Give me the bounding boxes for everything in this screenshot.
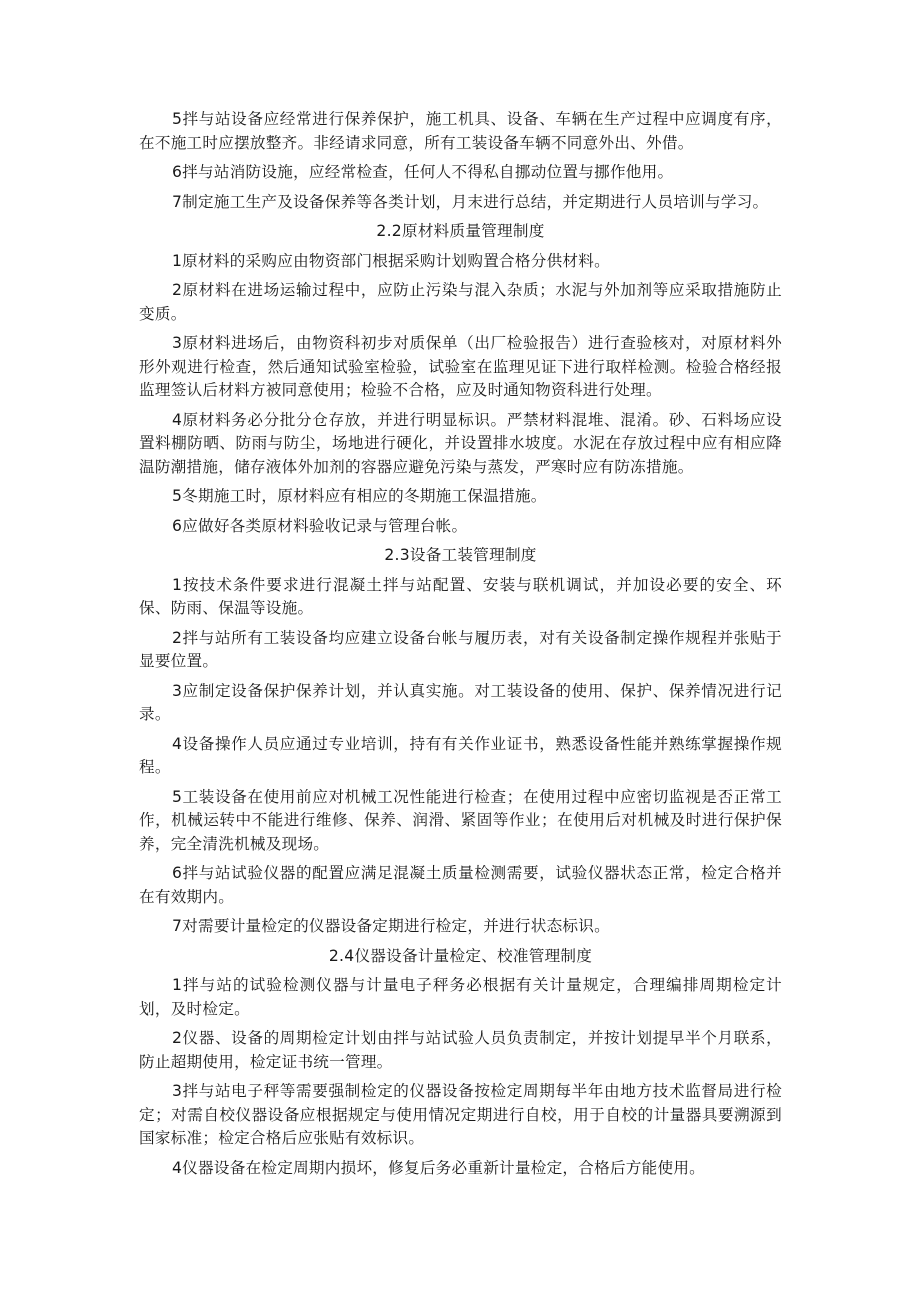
- document-page: [139, 108, 782, 1186]
- paragraph: 3拌与站电子秤等需要强制检定的仪器设备按检定周期每半年由地方技术监督局进行检定；对需自校仪器设备应根据规定与使用情况定期进行自校，用于自校的计量器具要溯源到国家标准；检定合格后应张贴有效标识。: [139, 1082, 782, 1147]
- paragraph: 1原材料的采购应由物资部门根据采购计划购置合格分供材料。: [172, 251, 610, 270]
- paragraph: 3应制定设备保护保养计划，并认真实施。对工装设备的使用、保护、保养情况进行记录。: [139, 681, 782, 723]
- section-heading: 2.2原材料质量管理制度: [376, 222, 545, 240]
- paragraph: 2拌与站所有工装设备均应建立设备台帐与履历表，对有关设备制定操作规程并张贴于显要位置。: [139, 628, 782, 670]
- section-heading: 2.4仪器设备计量检定、校准管理制度: [328, 946, 593, 965]
- paragraph: 5拌与站设备应经常进行保养保护，施工机具、设备、车辆在生产过程中应调度有序，在不施工时应摆放整齐。非经请求同意，所有工装设备车辆不同意外出、外借。: [139, 110, 782, 152]
- paragraph: 2原材料在进场运输过程中，应防止污染与混入杂质；水泥与外加剂等应采取措施防止变质。: [139, 281, 782, 323]
- paragraph: 4原材料务必分批分仓存放，并进行明显标识。严禁材料混堆、混淆。砂、石料场应设置料棚防晒、防雨与防尘，场地进行硬化，并设置排水坡度。水泥在存放过程中应有相应降温防潮措施，储存液体外加剂的容器应避免污染与蒸发，严寒时应有防冻措施。: [139, 410, 782, 476]
- paragraph: 6拌与站试验仪器的配置应满足混凝土质量检测需要，试验仪器状态正常，检定合格并在有效期内。: [139, 864, 782, 906]
- paragraph: 6应做好各类原材料验收记录与管理台帐。: [172, 516, 468, 535]
- paragraph: 2仪器、设备的周期检定计划由拌与站试验人员负责制定，并按计划提早半个月联系，防止超期使用，检定证书统一管理。: [139, 1029, 782, 1071]
- paragraph: 4仪器设备在检定周期内损坏，修复后务必重新计量检定，合格后方能使用。: [172, 1158, 706, 1177]
- section-heading: 2.3设备工装管理制度: [384, 546, 537, 564]
- paragraph: 6拌与站消防设施，应经常检查，任何人不得私自挪动位置与挪作他用。: [172, 163, 674, 181]
- paragraph: 7对需要计量检定的仪器设备定期进行检定，并进行状态标识。: [172, 917, 610, 935]
- paragraph: 7制定施工生产及设备保养等各类计划，月末进行总结，并定期进行人员培训与学习。: [172, 192, 769, 211]
- paragraph: 1拌与站的试验检测仪器与计量电子秤务必根据有关计量规定，合理编排周期检定计划，及时检定。: [139, 976, 782, 1018]
- paragraph: 4设备操作人员应通过专业培训，持有有关作业证书，熟悉设备性能并熟练掌握操作规程。: [139, 734, 782, 776]
- paragraph: 5冬期施工时，原材料应有相应的冬期施工保温措施。: [172, 487, 547, 505]
- paragraph: 1按技术条件要求进行混凝土拌与站配置、安装与联机调试，并加设必要的安全、环保、防雨、保温等设施。: [139, 575, 782, 617]
- paragraph: 3原材料进场后，由物资科初步对质保单（出厂检验报告）进行查验核对，对原材料外形外观进行检查，然后通知试验室检验，试验室在监理见证下进行取样检测。检验合格经报监理签认后材料方被同意使用；检验不合格，应及时通知物资科进行处理。: [139, 334, 782, 399]
- paragraph: 5工装设备在使用前应对机械工况性能进行检查；在使用过程中应密切监视是否正常工作，机械运转中不能进行维修、保养、润滑、紧固等作业；在使用后对机械及时进行保护保养，完全清洗机械及现场。: [139, 787, 782, 853]
